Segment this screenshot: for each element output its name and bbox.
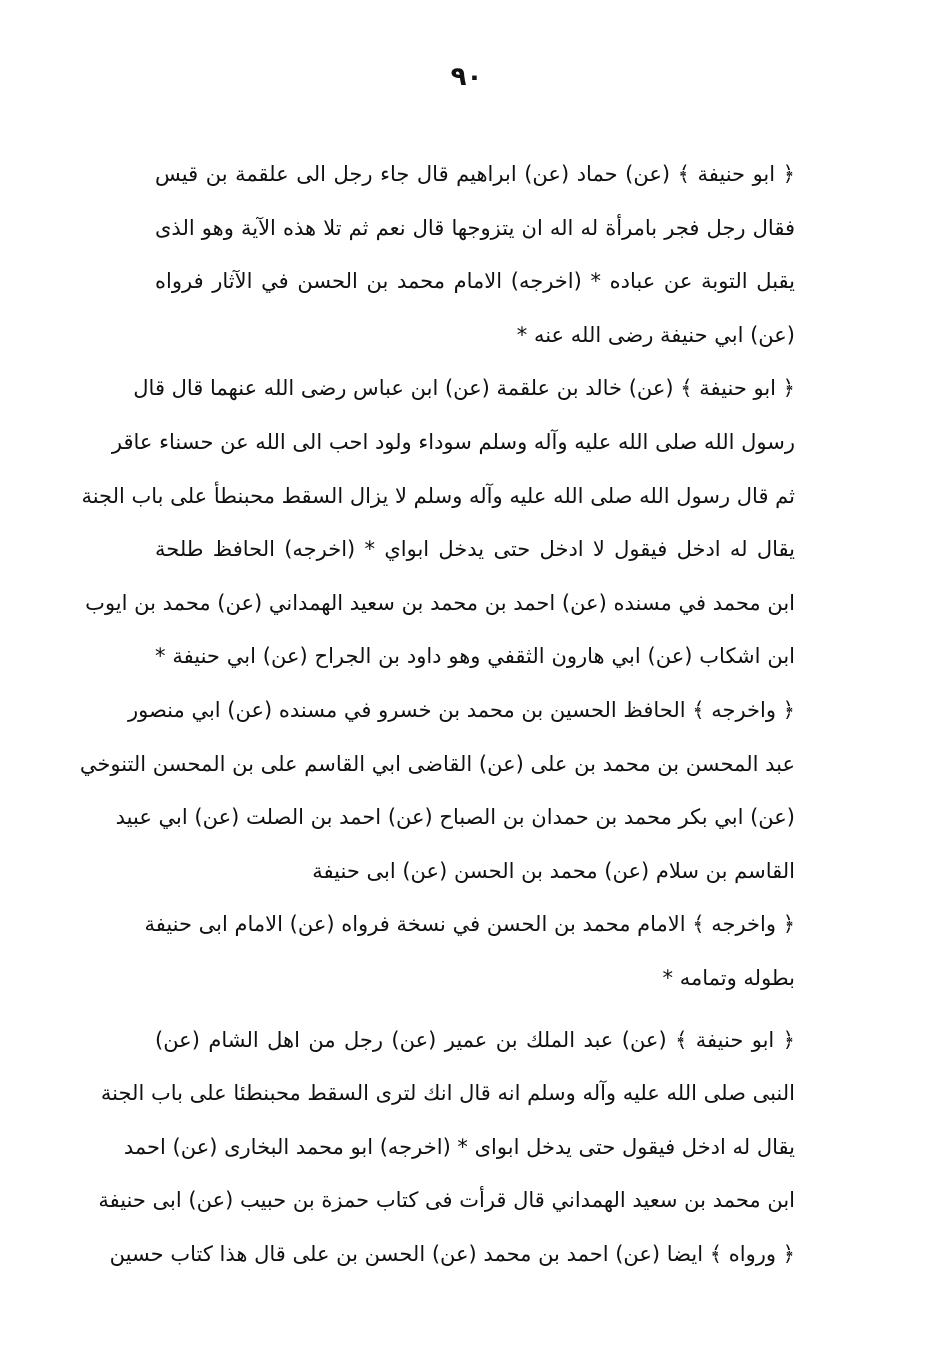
text-line: بطوله وتمامه * — [662, 965, 795, 990]
text-line: ﴿ ورواه ﴾ ايضا (عن) احمد بن محمد (عن) الحسن بن على قال هذا كتاب حسين — [109, 1241, 795, 1266]
text-line: (عن) ابي حنيفة رضى الله عنه * — [516, 322, 795, 347]
text-line: ﴿ واخرجه ﴾ الحافظ الحسين بن محمد بن خسرو في مسنده (عن) ابي منصور — [127, 697, 795, 722]
text-line: ثم قال رسول الله صلى الله عليه وآله وسلم لا يزال السقط محبنطأ على باب الجنة — [81, 483, 795, 508]
text-line: رسول الله صلى الله عليه وآله وسلم سوداء ولود احب الى الله عن حسناء عاقر — [111, 429, 795, 454]
text-line: يقال له ادخل فيقول حتى يدخل ابواى * (اخرجه) ابو محمد البخارى (عن) احمد — [123, 1134, 795, 1159]
text-line: ﴿ ابو حنيفة ﴾ (عن) حماد (عن) ابراهيم قال جاء رجل الى علقمة بن قيس — [155, 162, 795, 186]
text-line: ابن محمد في مسنده (عن) احمد بن محمد بن سعيد الهمداني (عن) محمد بن ايوب — [85, 590, 795, 615]
text-line: ابن محمد بن سعيد الهمداني قال قرأت فى كتاب حمزة بن حبيب (عن) ابى حنيفة — [98, 1188, 795, 1213]
text-line: عبد المحسن بن محمد بن على (عن) القاضى ابي القاسم على بن المحسن التنوخي — [79, 751, 795, 776]
text-line: ﴿ ابو حنيفة ﴾ (عن) عبد الملك بن عمير (عن) رجل من اهل الشام (عن) — [155, 1027, 795, 1052]
text-line: القاسم بن سلام (عن) محمد بن الحسن (عن) ابى حنيفة — [312, 858, 795, 883]
text-line: ابن اشكاب (عن) ابي هارون الثقفي وهو داود بن الجراح (عن) ابي حنيفة * — [155, 644, 795, 669]
text-line: يقال له ادخل فيقول لا ادخل حتى يدخل ابواي * (اخرجه) الحافظ طلحة — [155, 537, 795, 562]
text-line: يقبل التوبة عن عباده * (اخرجه) الامام محمد بن الحسن في الآثار فرواه — [155, 269, 795, 294]
page-number: ٩٠ — [450, 62, 483, 92]
text-line: (عن) ابي بكر محمد بن حمدان بن الصباح (عن) احمد بن الصلت (عن) ابي عبيد — [115, 805, 795, 830]
text-line: ﴿ واخرجه ﴾ الامام محمد بن الحسن في نسخة فرواه (عن) الامام ابى حنيفة — [144, 912, 795, 937]
text-line: فقال رجل فجر بامرأة له اله ان يتزوجها قال نعم ثم تلا هذه الآية وهو الذى — [155, 215, 795, 240]
text-line: النبى صلى الله عليه وآله وسلم انه قال انك لترى السقط محبنطئا على باب الجنة — [100, 1081, 795, 1106]
body-text — [79, 148, 795, 1281]
text-line: ﴿ ابو حنيفة ﴾ (عن) خالد بن علقمة (عن) ابن عباس رضى الله عنهما قال قال — [133, 376, 795, 401]
